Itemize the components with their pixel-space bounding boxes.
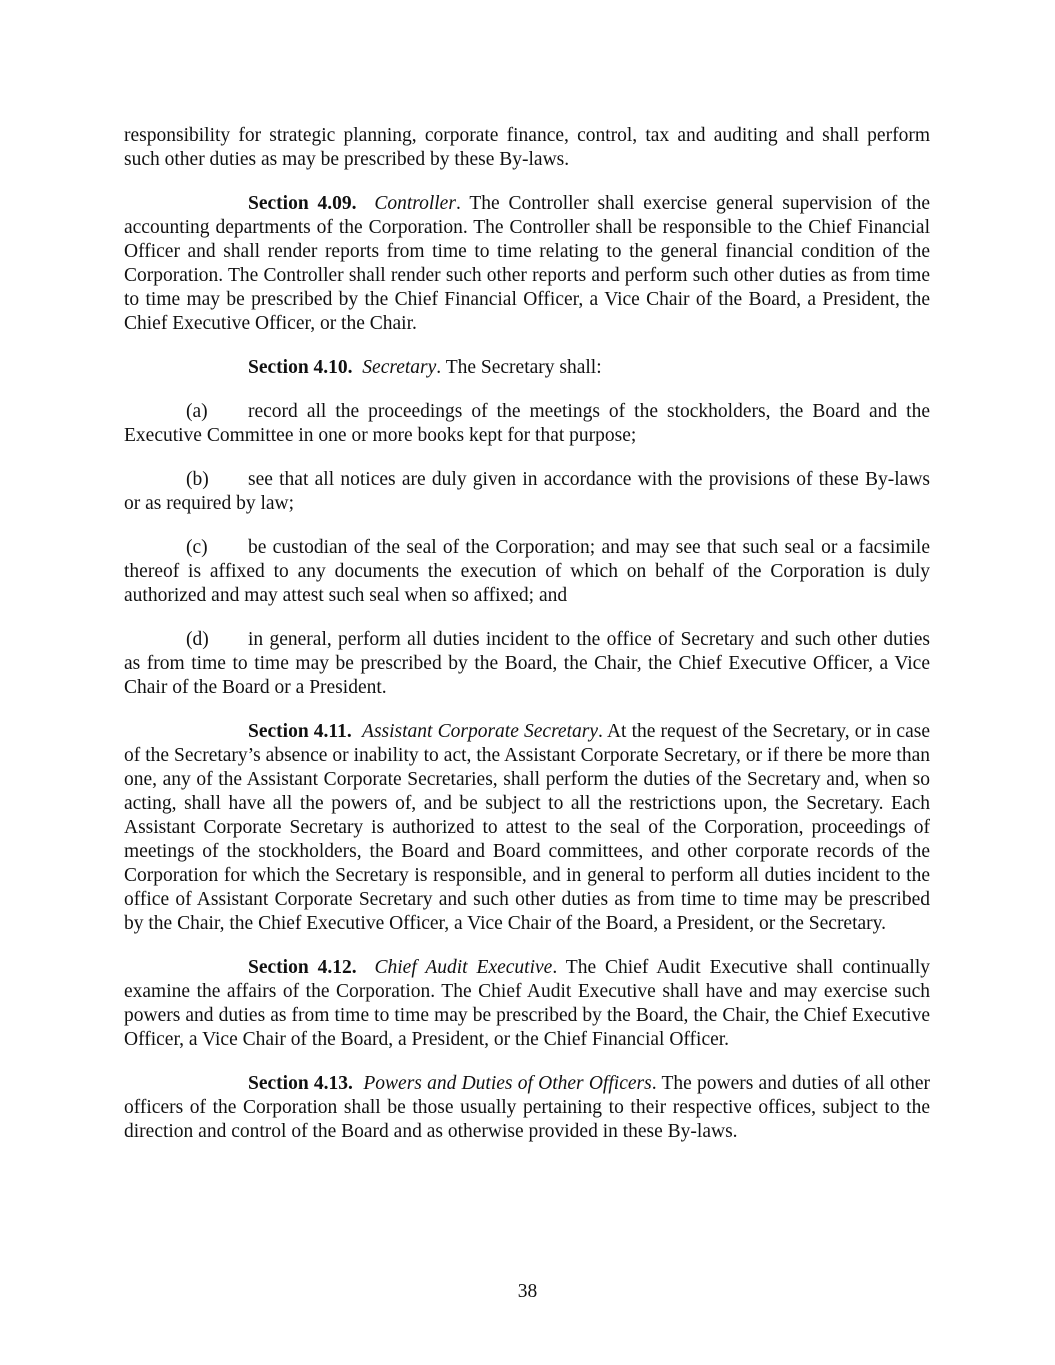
- section-title: Secretary: [362, 357, 437, 378]
- item-label: (b): [186, 469, 209, 490]
- section-heading: Section 4.11.: [248, 721, 352, 742]
- section-body: . The Chief Audit Executive shall continually examine the affairs of the Corporation. The Chief Audit Executive shall have and may exercise such powers and duties as from time to time may be prescribed by the Board, the Chair, the Chief Executive Officer, a Vice Chair of the Board, a President, or the Chief Financial Officer.: [124, 957, 930, 1050]
- secretary-item-b: [124, 468, 930, 516]
- section-4-09-paragraph: [124, 192, 930, 336]
- continuation-paragraph: responsibility for strategic planning, corporate finance, control, tax and auditing and shall perform such other duties as may be prescribed by these By-laws.: [124, 125, 930, 170]
- section-4-13-paragraph: [124, 1072, 930, 1144]
- secretary-item-c: [124, 536, 930, 608]
- item-text: record all the proceedings of the meetings of the stockholders, the Board and the Executive Committee in one or more books kept for that purpose;: [124, 401, 930, 446]
- item-text: be custodian of the seal of the Corporation; and may see that such seal or a facsimile thereof is affixed to any documents the execution of which on behalf of the Corporation is duly authorized and may attest such seal when so affixed; and: [124, 537, 930, 606]
- item-label: (d): [186, 629, 209, 650]
- section-heading: Section 4.10.: [248, 357, 353, 378]
- section-body: . At the request of the Secretary, or in case of the Secretary’s absence or inability to act, the Assistant Corporate Secretary, or if there be more than one, any of the Assistant Corporate Secretaries, shall perform the duties of the Secretary and, when so acting, shall have all the powers of, and be subject to all the restrictions upon, the Secretary. Each Assistant Corporate Secretary is authorized to attest to the seal of the Corporation, proceedings of meetings of the stockholders, the Board and Board committees, and other corporate records of the Corporation for which the Secretary is responsible, and in general to perform all duties incident to the office of Assistant Corporate Secretary and such other duties as from time to time may be prescribed by the Chair, the Chief Executive Officer, a Vice Chair of the Board, a President, or the Secretary.: [124, 721, 930, 934]
- item-label: (c): [186, 537, 208, 558]
- item-text: in general, perform all duties incident to the office of Secretary and such other duties as from time to time may be prescribed by the Board, the Chair, the Chief Executive Officer, a Vice Chair of the Board or a President.: [124, 629, 930, 698]
- document-page: [124, 124, 930, 1164]
- secretary-item-a: [124, 400, 930, 448]
- section-heading: Section 4.12.: [248, 957, 357, 978]
- item-label: (a): [186, 401, 208, 422]
- section-title: Chief Audit Executive: [374, 957, 553, 978]
- section-4-11-paragraph: [124, 720, 930, 936]
- section-title: Powers and Duties of Other Officers: [363, 1073, 652, 1094]
- section-4-12-paragraph: [124, 956, 930, 1052]
- section-body: . The powers and duties of all other officers of the Corporation shall be those usually pertaining to their respective offices, subject to the direction and control of the Board and as otherwise provided in these By-laws.: [124, 1073, 930, 1142]
- section-heading: Section 4.09.: [248, 193, 357, 214]
- section-heading: Section 4.13.: [248, 1073, 353, 1094]
- page-number: 38: [517, 1281, 538, 1302]
- section-4-10-paragraph: [124, 356, 930, 380]
- section-body: . The Secretary shall:: [436, 357, 602, 378]
- item-text: see that all notices are duly given in accordance with the provisions of these By-laws or as required by law;: [124, 469, 930, 514]
- secretary-item-d: [124, 628, 930, 700]
- section-title: Assistant Corporate Secretary: [362, 721, 598, 742]
- section-title: Controller: [374, 193, 456, 214]
- section-body: . The Controller shall exercise general supervision of the accounting departments of the Corporation. The Controller shall be responsible to the Chief Financial Officer and shall render reports from time to time relating to the general financial condition of the Corporation. The Controller shall render such other reports and perform such other duties as from time to time may be prescribed by the Chief Financial Officer, a Vice Chair of the Board, a President, the Chief Executive Officer, or the Chair.: [124, 193, 931, 334]
